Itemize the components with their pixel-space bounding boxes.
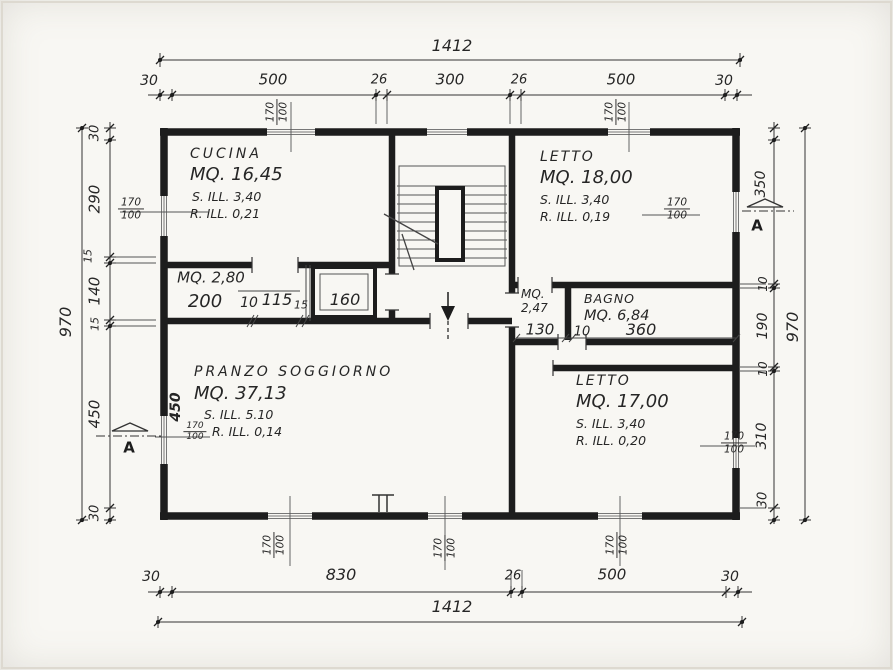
room-letto-nord-r-ill: R. ILL. 0,19 (540, 208, 611, 224)
dim-right-seg-0: 350 (753, 170, 769, 198)
dim-bottom-seg-0: 30 (142, 569, 160, 585)
section-label-left: A (123, 438, 135, 457)
dim-left-seg-1: 290 (85, 184, 104, 214)
dim-bottom-seg-2: 26 (504, 568, 522, 584)
room-cucina-r-ill: R. ILL. 0,21 (190, 205, 261, 221)
dim-top-seg-2: 26 (370, 72, 388, 88)
dim-disimpegno-width: 130 (525, 320, 555, 339)
window-size-bottom-left: 170 100 (261, 532, 286, 558)
room-pranzo-s-ill: S. ILL. 5.10 (204, 407, 274, 422)
window-size-left-soggiorno: $\frac{170}{100}$ (183, 421, 206, 443)
dim-left-seg-4: 15 (88, 317, 102, 331)
room-letto-sud-r-ill: R. ILL. 0,20 (576, 432, 647, 448)
room-letto-sud (576, 374, 669, 447)
window-size-bottom-center: 170 100 (432, 535, 457, 561)
dim-top-seg-4: 26 (510, 72, 528, 88)
dim-bagno-wall: 10 (573, 324, 591, 340)
room-letto-nord-name: LETTO (540, 149, 595, 165)
window-size-top-left: 170 100 (264, 99, 289, 125)
window-size-right-letto-sud: $\frac{170}{100}$ (721, 430, 747, 455)
room-bagno-area: MQ. 6,84 (584, 307, 650, 324)
dim-top-seg-0: 30 (140, 73, 158, 89)
dim-bottom-seg-3: 500 (597, 565, 627, 584)
room-letto-sud-name: LETTO (576, 373, 631, 389)
room-bagno-name: BAGNO (584, 291, 636, 306)
room-letto-sud-s-ill: S. ILL. 3,40 (576, 416, 646, 431)
room-disimpegno (521, 288, 548, 314)
room-letto-sud-area: MQ. 17,00 (576, 391, 669, 412)
room-cucina (190, 147, 283, 220)
window-size-right-letto-nord: $\frac{170}{100}$ (664, 196, 690, 221)
dim-bagno-width: 360 (625, 320, 657, 339)
room-cucina-s-ill: S. ILL. 3,40 (192, 189, 262, 204)
dim-right-seg-3: 10 (756, 361, 770, 377)
window-size-top-right: 170 100 (603, 99, 628, 125)
dim-ripostiglio-0: 200 (187, 291, 223, 312)
dim-left-seg-3: 140 (85, 276, 104, 306)
dim-bottom-total: 1412 (431, 597, 473, 616)
dim-left-seg-0: 30 (87, 124, 103, 142)
room-disimpegno-area-1: MQ. (521, 287, 545, 301)
dim-closet-width: 160 (329, 290, 361, 309)
room-ripostiglio-area: MQ. 2,80 (177, 268, 245, 287)
dim-top-seg-5: 500 (606, 70, 636, 89)
dim-ripostiglio-2: 115 (261, 290, 293, 309)
dim-window-soggiorno: 450 (168, 392, 184, 422)
dim-bottom-seg-1: 830 (325, 565, 357, 584)
room-disimpegno-area-2: 2,47 (521, 301, 548, 315)
room-bagno (584, 293, 649, 323)
dim-top-seg-3: 300 (435, 70, 465, 89)
room-pranzo-r-ill: R. ILL. 0,14 (212, 423, 283, 439)
dim-top-seg-1: 500 (258, 70, 288, 89)
dim-left-seg-6: 30 (87, 504, 103, 522)
dim-right-seg-4: 310 (754, 422, 770, 450)
room-letto-nord-area: MQ. 18,00 (540, 167, 633, 188)
window-size-bottom-right: 170 100 (604, 532, 629, 558)
room-pranzo-name: PRANZO SOGGIORNO (194, 364, 394, 380)
dim-left-seg-5: 450 (85, 399, 104, 429)
room-pranzo-soggiorno (194, 365, 393, 438)
window-size-left-cucina: $\frac{170}{100}$ (118, 196, 144, 221)
dim-ripostiglio-1: 10 (240, 295, 258, 311)
dim-left-total: 970 (56, 306, 75, 338)
room-pranzo-area: MQ. 37,13 (194, 383, 287, 404)
dim-ripostiglio-3: 15 (294, 298, 308, 312)
dim-right-seg-5: 30 (755, 491, 771, 509)
dim-left-seg-2: 15 (81, 249, 95, 263)
dim-top-total: 1412 (431, 36, 473, 55)
room-letto-nord (540, 150, 633, 223)
dim-bottom-seg-4: 30 (721, 569, 739, 585)
section-label-right: A (751, 216, 763, 235)
room-cucina-area: MQ. 16,45 (190, 164, 283, 185)
room-cucina-name: CUCINA (190, 146, 262, 162)
dim-right-seg-2: 190 (755, 312, 771, 340)
dim-right-seg-1: 10 (756, 276, 770, 292)
room-letto-nord-s-ill: S. ILL. 3,40 (540, 192, 610, 207)
dim-right-total: 970 (783, 311, 802, 343)
dim-top-seg-6: 30 (715, 73, 733, 89)
